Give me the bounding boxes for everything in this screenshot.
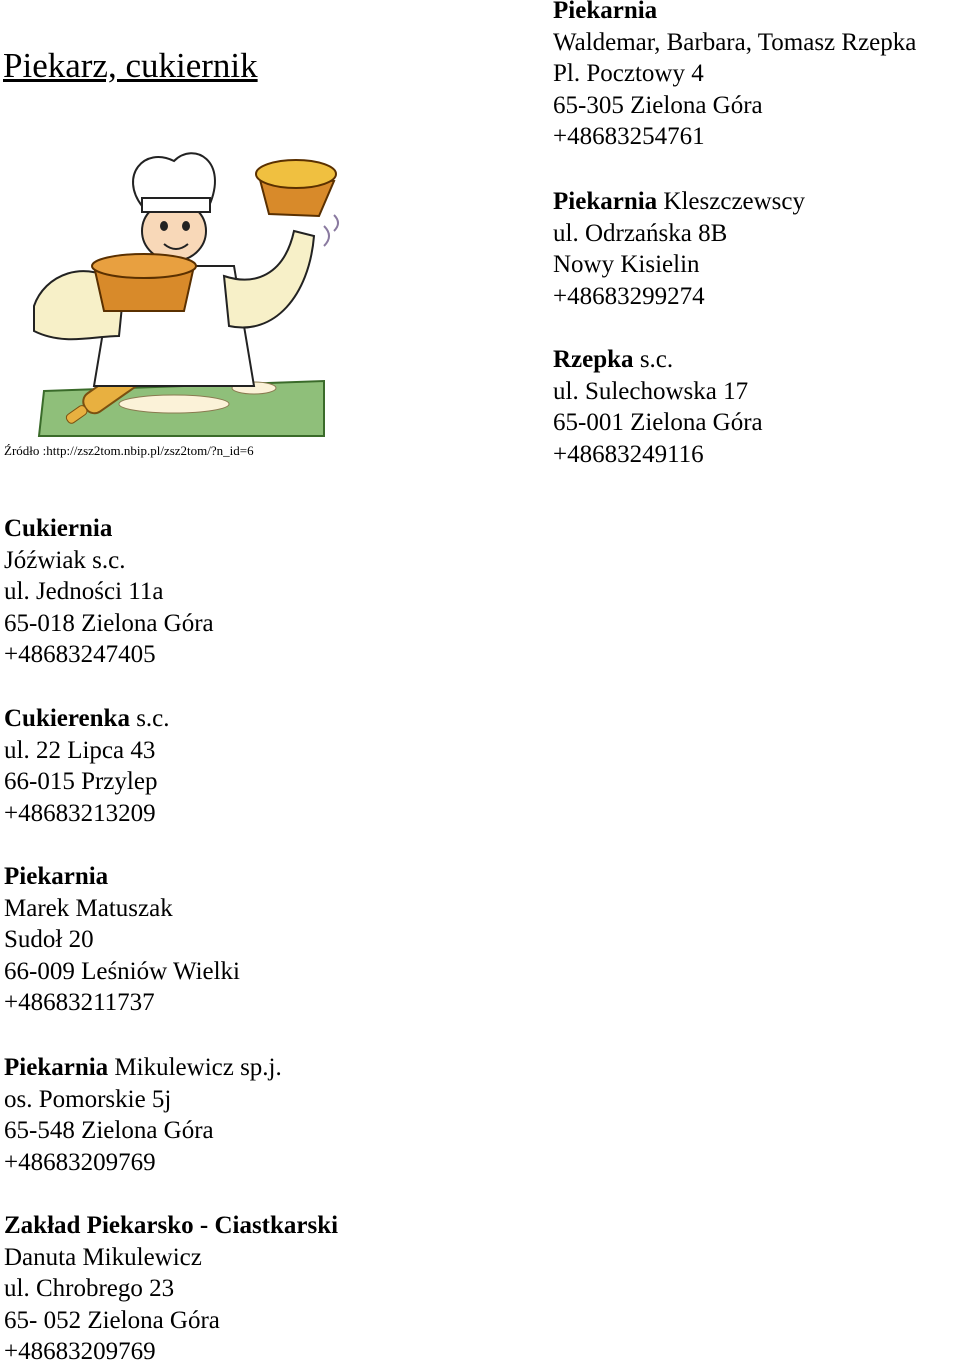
directory-entry bbox=[4, 703, 170, 829]
entry-line: ul. Jedności 11a bbox=[4, 578, 164, 606]
entry-line: +48683247405 bbox=[4, 641, 156, 669]
image-source-caption: Źródło :http://zsz2tom.nbip.pl/zsz2tom/?n_id=6 bbox=[4, 443, 254, 458]
entry-line: Nowy Kisielin bbox=[553, 251, 700, 279]
entry-heading: Cukierenka bbox=[4, 705, 130, 732]
entry-line: Danuta Mikulewicz bbox=[4, 1243, 202, 1271]
entry-suffix: Kleszczewscy bbox=[657, 188, 806, 215]
entry-line: +48683299274 bbox=[553, 282, 705, 310]
entry-line: Marek Matuszak bbox=[4, 894, 173, 922]
entry-suffix: s.c. bbox=[129, 705, 170, 732]
entry-line: 66-015 Przylep bbox=[4, 768, 158, 796]
entry-line: +48683211737 bbox=[4, 989, 155, 1017]
entry-line: ul. Odrzańska 8B bbox=[553, 219, 728, 247]
entry-line: Waldemar, Barbara, Tomasz Rzepka bbox=[553, 28, 917, 56]
entry-line: Pl. Pocztowy 4 bbox=[553, 60, 704, 88]
entry-line: 65-018 Zielona Góra bbox=[4, 609, 214, 637]
entry-line: ul. Sulechowska 17 bbox=[553, 377, 749, 405]
directory-entry bbox=[4, 1052, 282, 1178]
entry-line: +48683249116 bbox=[553, 440, 704, 468]
entry-suffix: s.c. bbox=[633, 346, 674, 373]
entry-line: +48683209769 bbox=[4, 1338, 156, 1366]
entry-heading: Rzepka bbox=[553, 346, 634, 373]
entry-line: 65-548 Zielona Góra bbox=[4, 1117, 214, 1145]
directory-entry bbox=[553, 0, 916, 153]
entry-heading: Piekarnia bbox=[553, 0, 658, 24]
directory-entry bbox=[553, 344, 763, 470]
entry-heading: Piekarnia bbox=[4, 1054, 109, 1081]
entry-heading: Piekarnia bbox=[553, 188, 658, 215]
entry-line: 65- 052 Zielona Góra bbox=[4, 1306, 220, 1334]
entry-line: 65-305 Zielona Góra bbox=[553, 91, 763, 119]
entry-line: +48683213209 bbox=[4, 799, 156, 827]
entry-heading: Zakład Piekarsko - Ciastkarski bbox=[4, 1212, 339, 1239]
entry-line: Sudoł 20 bbox=[4, 926, 94, 954]
directory-entry bbox=[4, 1210, 338, 1368]
entry-line: 65-001 Zielona Góra bbox=[553, 409, 763, 437]
entry-line: +48683254761 bbox=[553, 123, 705, 151]
entry-line: +48683209769 bbox=[4, 1148, 156, 1176]
entry-suffix: Mikulewicz sp.j. bbox=[108, 1054, 282, 1081]
entry-line: ul. 22 Lipca 43 bbox=[4, 736, 156, 764]
directory-entry bbox=[4, 513, 214, 671]
page-title: Piekarz, cukiernik bbox=[3, 46, 258, 85]
directory-entry bbox=[4, 861, 240, 1019]
entry-line: ul. Chrobrego 23 bbox=[4, 1275, 175, 1303]
entry-heading: Piekarnia bbox=[4, 863, 109, 890]
entry-line: Jóźwiak s.c. bbox=[4, 546, 126, 574]
entry-line: 66-009 Leśniów Wielki bbox=[4, 957, 240, 985]
directory-entry bbox=[553, 186, 805, 312]
baker-illustration bbox=[24, 136, 344, 441]
entry-heading: Cukiernia bbox=[4, 515, 113, 542]
entry-line: os. Pomorskie 5j bbox=[4, 1085, 172, 1113]
